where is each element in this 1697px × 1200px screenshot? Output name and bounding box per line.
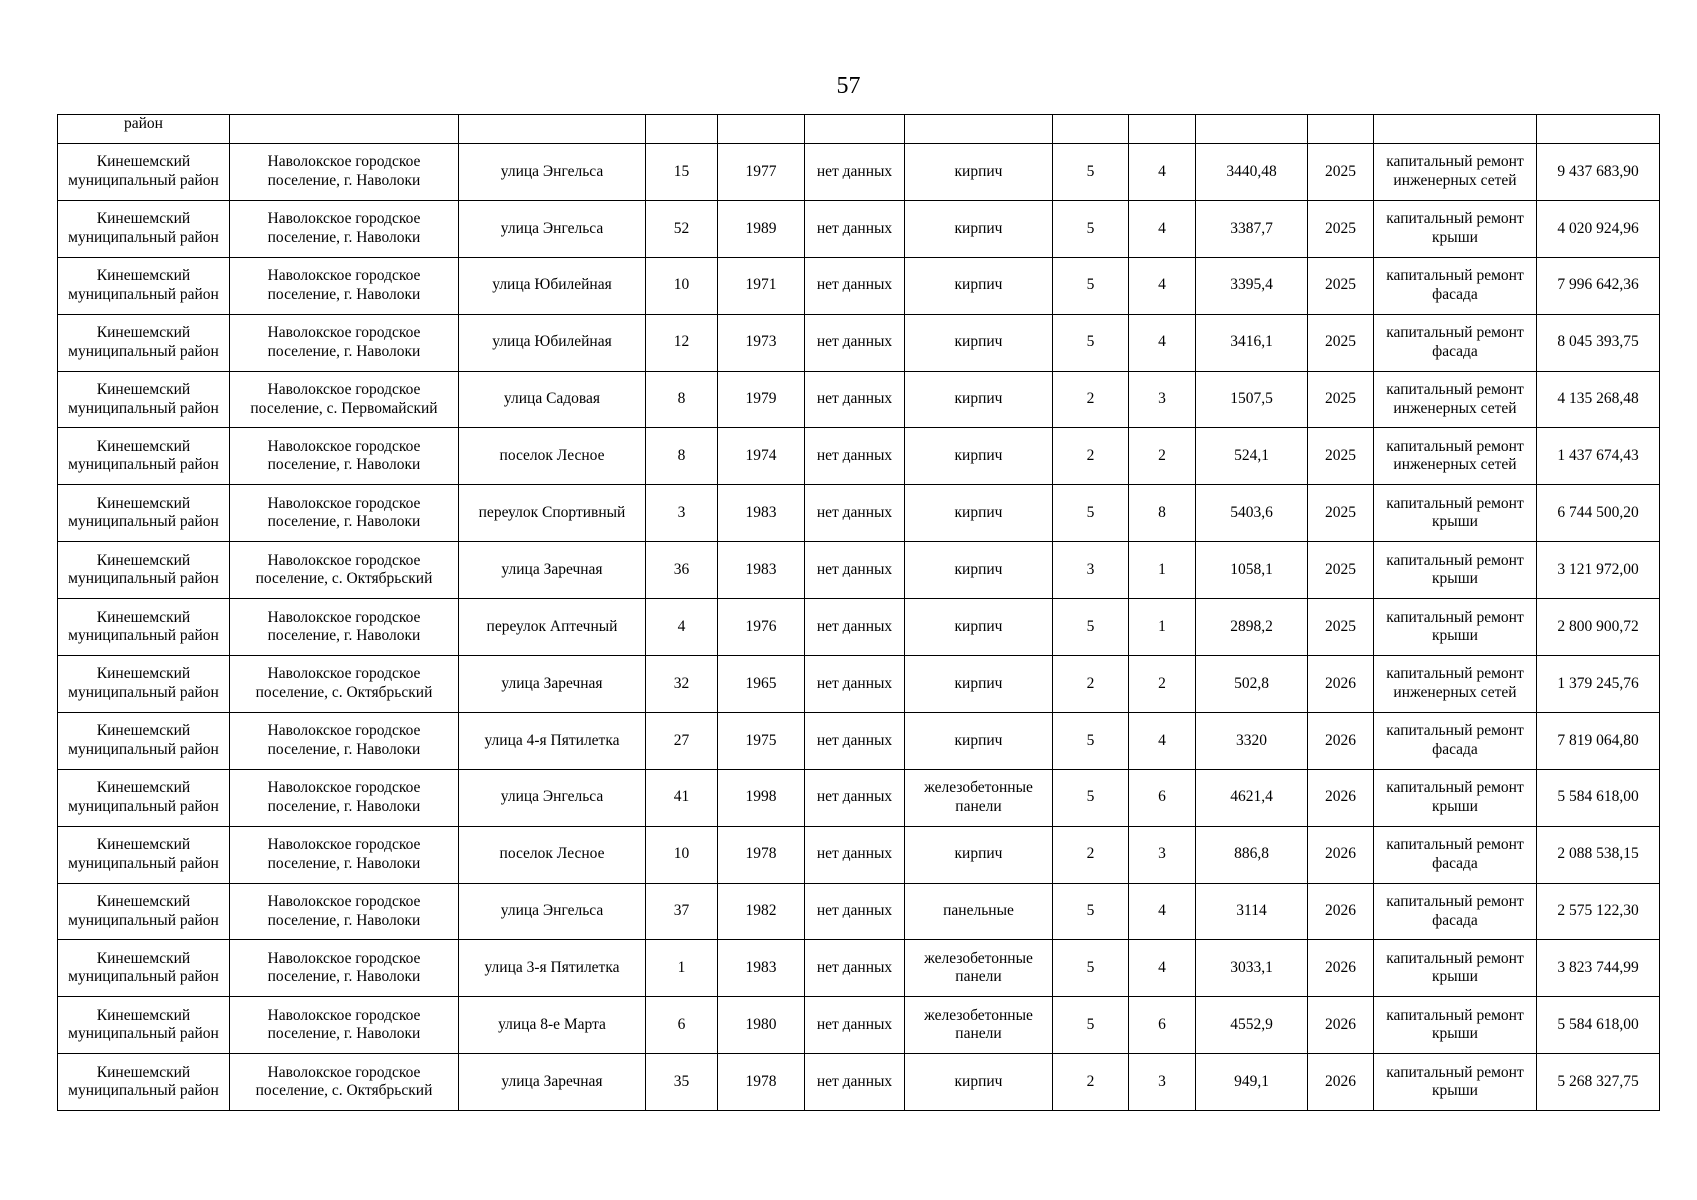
cell-entrances: 6	[1129, 769, 1196, 826]
cell-entrances: 1	[1129, 542, 1196, 599]
cell-street: улица 3-я Пятилетка	[459, 940, 646, 997]
cell-settlement: Наволокское городское поселение, с. Первомайский	[230, 371, 459, 428]
cell-house-number: 10	[646, 826, 718, 883]
table-row	[58, 712, 1660, 769]
cell-cost	[1537, 115, 1660, 144]
cell-status: нет данных	[805, 257, 905, 314]
cell-house-number: 15	[646, 144, 718, 201]
cell-build-year: 1978	[718, 1054, 805, 1111]
cell-cost: 1 437 674,43	[1537, 428, 1660, 485]
cell-house-number: 37	[646, 883, 718, 940]
cell-entrances: 8	[1129, 485, 1196, 542]
cell-entrances: 3	[1129, 826, 1196, 883]
cell-settlement: Наволокское городское поселение, г. Наволоки	[230, 314, 459, 371]
cell-floors: 5	[1053, 940, 1129, 997]
cell-district: Кинешемский муниципальный район	[58, 314, 230, 371]
cell-cost: 1 379 245,76	[1537, 656, 1660, 713]
cell-area: 886,8	[1196, 826, 1308, 883]
cell-build-year: 1980	[718, 997, 805, 1054]
cell-area: 3440,48	[1196, 144, 1308, 201]
cell-cost: 5 268 327,75	[1537, 1054, 1660, 1111]
cell-work-type: капитальный ремонт крыши	[1374, 1054, 1537, 1111]
cell-area: 949,1	[1196, 1054, 1308, 1111]
cell-entrances: 4	[1129, 314, 1196, 371]
cell-work-type: капитальный ремонт фасада	[1374, 826, 1537, 883]
cell-settlement: Наволокское городское поселение, г. Наволоки	[230, 200, 459, 257]
cell-wall-material	[905, 115, 1053, 144]
cell-house-number: 27	[646, 712, 718, 769]
cell-street: переулок Аптечный	[459, 599, 646, 656]
cell-cost: 5 584 618,00	[1537, 997, 1660, 1054]
cell-status: нет данных	[805, 826, 905, 883]
cell-settlement: Наволокское городское поселение, г. Наволоки	[230, 769, 459, 826]
cell-cost: 9 437 683,90	[1537, 144, 1660, 201]
cell-status: нет данных	[805, 712, 905, 769]
cell-floors: 2	[1053, 371, 1129, 428]
table-row	[58, 599, 1660, 656]
cell-status: нет данных	[805, 371, 905, 428]
cell-wall-material: железобетонные панели	[905, 769, 1053, 826]
cell-build-year: 1975	[718, 712, 805, 769]
cell-status: нет данных	[805, 144, 905, 201]
cell-area	[1196, 115, 1308, 144]
cell-build-year: 1989	[718, 200, 805, 257]
continuation-row	[58, 115, 1660, 144]
table-row	[58, 371, 1660, 428]
page-number: 57	[836, 73, 861, 99]
cell-area: 3416,1	[1196, 314, 1308, 371]
cell-build-year: 1983	[718, 542, 805, 599]
cell-work-type: капитальный ремонт фасада	[1374, 257, 1537, 314]
cell-house-number: 41	[646, 769, 718, 826]
cell-cost: 4 020 924,96	[1537, 200, 1660, 257]
cell-house-number: 4	[646, 599, 718, 656]
cell-district: район	[58, 115, 230, 144]
cell-entrances	[1129, 115, 1196, 144]
cell-cost: 8 045 393,75	[1537, 314, 1660, 371]
cell-status: нет данных	[805, 542, 905, 599]
cell-status: нет данных	[805, 314, 905, 371]
cell-floors: 5	[1053, 997, 1129, 1054]
cell-wall-material: кирпич	[905, 542, 1053, 599]
table-row	[58, 428, 1660, 485]
cell-build-year: 1965	[718, 656, 805, 713]
cell-wall-material: кирпич	[905, 428, 1053, 485]
cell-plan-year	[1308, 115, 1374, 144]
cell-build-year	[718, 115, 805, 144]
cell-wall-material: кирпич	[905, 144, 1053, 201]
cell-status	[805, 115, 905, 144]
cell-street: улица Заречная	[459, 1054, 646, 1111]
table-row	[58, 883, 1660, 940]
table-row	[58, 144, 1660, 201]
cell-entrances: 2	[1129, 656, 1196, 713]
cell-settlement: Наволокское городское поселение, с. Октябрьский	[230, 542, 459, 599]
cell-status: нет данных	[805, 428, 905, 485]
cell-area: 524,1	[1196, 428, 1308, 485]
cell-plan-year: 2026	[1308, 1054, 1374, 1111]
cell-area: 4621,4	[1196, 769, 1308, 826]
cell-settlement: Наволокское городское поселение, г. Наволоки	[230, 883, 459, 940]
cell-street	[459, 115, 646, 144]
cell-build-year: 1978	[718, 826, 805, 883]
cell-district: Кинешемский муниципальный район	[58, 883, 230, 940]
cell-house-number: 32	[646, 656, 718, 713]
cell-street: улица Энгельса	[459, 883, 646, 940]
cell-wall-material: кирпич	[905, 314, 1053, 371]
table-row	[58, 1054, 1660, 1111]
cell-entrances: 4	[1129, 257, 1196, 314]
cell-cost: 2 575 122,30	[1537, 883, 1660, 940]
cell-settlement: Наволокское городское поселение, г. Наволоки	[230, 485, 459, 542]
cell-entrances: 4	[1129, 200, 1196, 257]
cell-build-year: 1983	[718, 485, 805, 542]
cell-street: улица Заречная	[459, 542, 646, 599]
cell-district: Кинешемский муниципальный район	[58, 257, 230, 314]
cell-wall-material: кирпич	[905, 1054, 1053, 1111]
cell-area: 3320	[1196, 712, 1308, 769]
table-body	[58, 115, 1660, 1111]
cell-cost: 5 584 618,00	[1537, 769, 1660, 826]
cell-house-number: 6	[646, 997, 718, 1054]
cell-street: поселок Лесное	[459, 428, 646, 485]
cell-status: нет данных	[805, 997, 905, 1054]
table-row	[58, 940, 1660, 997]
cell-entrances: 2	[1129, 428, 1196, 485]
cell-area: 3387,7	[1196, 200, 1308, 257]
cell-work-type: капитальный ремонт крыши	[1374, 485, 1537, 542]
cell-wall-material: кирпич	[905, 200, 1053, 257]
cell-status: нет данных	[805, 1054, 905, 1111]
cell-settlement: Наволокское городское поселение, г. Наволоки	[230, 144, 459, 201]
cell-district: Кинешемский муниципальный район	[58, 428, 230, 485]
cell-entrances: 4	[1129, 144, 1196, 201]
cell-house-number: 36	[646, 542, 718, 599]
cell-plan-year: 2026	[1308, 883, 1374, 940]
cell-plan-year: 2025	[1308, 314, 1374, 371]
cell-build-year: 1982	[718, 883, 805, 940]
cell-plan-year: 2025	[1308, 428, 1374, 485]
cell-wall-material: железобетонные панели	[905, 940, 1053, 997]
cell-work-type	[1374, 115, 1537, 144]
cell-status: нет данных	[805, 485, 905, 542]
cell-settlement: Наволокское городское поселение, г. Наволоки	[230, 428, 459, 485]
cell-house-number	[646, 115, 718, 144]
cell-area: 502,8	[1196, 656, 1308, 713]
cell-plan-year: 2025	[1308, 257, 1374, 314]
table-row	[58, 485, 1660, 542]
cell-district: Кинешемский муниципальный район	[58, 997, 230, 1054]
cell-wall-material: кирпич	[905, 371, 1053, 428]
cell-area: 3033,1	[1196, 940, 1308, 997]
cell-status: нет данных	[805, 200, 905, 257]
cell-settlement	[230, 115, 459, 144]
cell-street: улица Юбилейная	[459, 257, 646, 314]
cell-cost: 2 088 538,15	[1537, 826, 1660, 883]
table-row	[58, 200, 1660, 257]
cell-build-year: 1976	[718, 599, 805, 656]
cell-area: 1058,1	[1196, 542, 1308, 599]
cell-wall-material: кирпич	[905, 826, 1053, 883]
cell-build-year: 1977	[718, 144, 805, 201]
cell-house-number: 52	[646, 200, 718, 257]
table-row	[58, 257, 1660, 314]
cell-district: Кинешемский муниципальный район	[58, 712, 230, 769]
cell-street: улица Юбилейная	[459, 314, 646, 371]
cell-build-year: 1971	[718, 257, 805, 314]
cell-wall-material: кирпич	[905, 712, 1053, 769]
cell-cost: 7 996 642,36	[1537, 257, 1660, 314]
cell-street: улица Энгельса	[459, 769, 646, 826]
cell-house-number: 1	[646, 940, 718, 997]
cell-work-type: капитальный ремонт фасада	[1374, 712, 1537, 769]
cell-district: Кинешемский муниципальный район	[58, 1054, 230, 1111]
cell-plan-year: 2026	[1308, 769, 1374, 826]
cell-house-number: 10	[646, 257, 718, 314]
cell-plan-year: 2026	[1308, 826, 1374, 883]
cell-floors: 5	[1053, 144, 1129, 201]
cell-entrances: 3	[1129, 1054, 1196, 1111]
cell-status: нет данных	[805, 940, 905, 997]
cell-house-number: 8	[646, 371, 718, 428]
cell-plan-year: 2025	[1308, 542, 1374, 599]
cell-build-year: 1983	[718, 940, 805, 997]
cell-district: Кинешемский муниципальный район	[58, 371, 230, 428]
cell-area: 1507,5	[1196, 371, 1308, 428]
cell-work-type: капитальный ремонт крыши	[1374, 200, 1537, 257]
cell-entrances: 4	[1129, 940, 1196, 997]
cell-district: Кинешемский муниципальный район	[58, 485, 230, 542]
cell-street: улица Садовая	[459, 371, 646, 428]
cell-street: поселок Лесное	[459, 826, 646, 883]
cell-work-type: капитальный ремонт инженерных сетей	[1374, 428, 1537, 485]
cell-build-year: 1974	[718, 428, 805, 485]
cell-cost: 7 819 064,80	[1537, 712, 1660, 769]
cell-district: Кинешемский муниципальный район	[58, 769, 230, 826]
cell-settlement: Наволокское городское поселение, с. Октябрьский	[230, 656, 459, 713]
cell-plan-year: 2025	[1308, 200, 1374, 257]
cell-floors: 5	[1053, 599, 1129, 656]
cell-cost: 3 121 972,00	[1537, 542, 1660, 599]
cell-district: Кинешемский муниципальный район	[58, 542, 230, 599]
cell-floors: 2	[1053, 428, 1129, 485]
cell-entrances: 4	[1129, 712, 1196, 769]
table-row	[58, 769, 1660, 826]
cell-settlement: Наволокское городское поселение, г. Наволоки	[230, 940, 459, 997]
cell-area: 2898,2	[1196, 599, 1308, 656]
cell-wall-material: панельные	[905, 883, 1053, 940]
cell-street: улица Заречная	[459, 656, 646, 713]
cell-district: Кинешемский муниципальный район	[58, 826, 230, 883]
cell-settlement: Наволокское городское поселение, г. Наволоки	[230, 257, 459, 314]
cell-work-type: капитальный ремонт крыши	[1374, 599, 1537, 656]
cell-street: улица Энгельса	[459, 200, 646, 257]
cell-wall-material: кирпич	[905, 257, 1053, 314]
cell-area: 3395,4	[1196, 257, 1308, 314]
table-row	[58, 542, 1660, 599]
cell-district: Кинешемский муниципальный район	[58, 144, 230, 201]
cell-district: Кинешемский муниципальный район	[58, 599, 230, 656]
cell-build-year: 1973	[718, 314, 805, 371]
cell-floors: 5	[1053, 712, 1129, 769]
cell-work-type: капитальный ремонт инженерных сетей	[1374, 144, 1537, 201]
cell-floors: 2	[1053, 826, 1129, 883]
cell-floors: 5	[1053, 314, 1129, 371]
cell-floors: 5	[1053, 883, 1129, 940]
cell-floors	[1053, 115, 1129, 144]
cell-house-number: 8	[646, 428, 718, 485]
cell-wall-material: железобетонные панели	[905, 997, 1053, 1054]
cell-wall-material: кирпич	[905, 485, 1053, 542]
cell-build-year: 1979	[718, 371, 805, 428]
cell-status: нет данных	[805, 656, 905, 713]
cell-district: Кинешемский муниципальный район	[58, 940, 230, 997]
cell-wall-material: кирпич	[905, 599, 1053, 656]
cell-house-number: 3	[646, 485, 718, 542]
cell-floors: 5	[1053, 257, 1129, 314]
cell-area: 5403,6	[1196, 485, 1308, 542]
cell-floors: 3	[1053, 542, 1129, 599]
cell-house-number: 12	[646, 314, 718, 371]
cell-house-number: 35	[646, 1054, 718, 1111]
cell-status: нет данных	[805, 599, 905, 656]
table-row	[58, 314, 1660, 371]
cell-settlement: Наволокское городское поселение, г. Наволоки	[230, 599, 459, 656]
cell-plan-year: 2025	[1308, 599, 1374, 656]
cell-status: нет данных	[805, 769, 905, 826]
cell-entrances: 1	[1129, 599, 1196, 656]
cell-floors: 2	[1053, 1054, 1129, 1111]
cell-settlement: Наволокское городское поселение, с. Октябрьский	[230, 1054, 459, 1111]
table-row	[58, 656, 1660, 713]
cell-street: улица Энгельса	[459, 144, 646, 201]
cell-cost: 3 823 744,99	[1537, 940, 1660, 997]
cell-work-type: капитальный ремонт крыши	[1374, 769, 1537, 826]
table-row	[58, 826, 1660, 883]
cell-plan-year: 2026	[1308, 656, 1374, 713]
cell-street: улица 8-е Марта	[459, 997, 646, 1054]
cell-cost: 4 135 268,48	[1537, 371, 1660, 428]
cell-work-type: капитальный ремонт инженерных сетей	[1374, 656, 1537, 713]
cell-cost: 2 800 900,72	[1537, 599, 1660, 656]
cell-work-type: капитальный ремонт фасада	[1374, 314, 1537, 371]
cell-settlement: Наволокское городское поселение, г. Наволоки	[230, 997, 459, 1054]
table-row	[58, 997, 1660, 1054]
cell-plan-year: 2025	[1308, 371, 1374, 428]
cell-work-type: капитальный ремонт крыши	[1374, 997, 1537, 1054]
cell-cost: 6 744 500,20	[1537, 485, 1660, 542]
cell-entrances: 6	[1129, 997, 1196, 1054]
cell-district: Кинешемский муниципальный район	[58, 200, 230, 257]
cell-entrances: 4	[1129, 883, 1196, 940]
cell-plan-year: 2025	[1308, 144, 1374, 201]
housing-repair-table	[57, 114, 1660, 1111]
cell-work-type: капитальный ремонт крыши	[1374, 940, 1537, 997]
cell-district: Кинешемский муниципальный район	[58, 656, 230, 713]
cell-entrances: 3	[1129, 371, 1196, 428]
cell-settlement: Наволокское городское поселение, г. Наволоки	[230, 826, 459, 883]
cell-floors: 2	[1053, 656, 1129, 713]
cell-area: 3114	[1196, 883, 1308, 940]
cell-street: улица 4-я Пятилетка	[459, 712, 646, 769]
cell-work-type: капитальный ремонт фасада	[1374, 883, 1537, 940]
cell-floors: 5	[1053, 485, 1129, 542]
cell-wall-material: кирпич	[905, 656, 1053, 713]
cell-settlement: Наволокское городское поселение, г. Наволоки	[230, 712, 459, 769]
cell-work-type: капитальный ремонт крыши	[1374, 542, 1537, 599]
cell-floors: 5	[1053, 769, 1129, 826]
cell-plan-year: 2026	[1308, 940, 1374, 997]
cell-plan-year: 2026	[1308, 997, 1374, 1054]
cell-plan-year: 2026	[1308, 712, 1374, 769]
cell-floors: 5	[1053, 200, 1129, 257]
cell-plan-year: 2025	[1308, 485, 1374, 542]
cell-work-type: капитальный ремонт инженерных сетей	[1374, 371, 1537, 428]
cell-street: переулок Спортивный	[459, 485, 646, 542]
cell-area: 4552,9	[1196, 997, 1308, 1054]
cell-build-year: 1998	[718, 769, 805, 826]
cell-status: нет данных	[805, 883, 905, 940]
